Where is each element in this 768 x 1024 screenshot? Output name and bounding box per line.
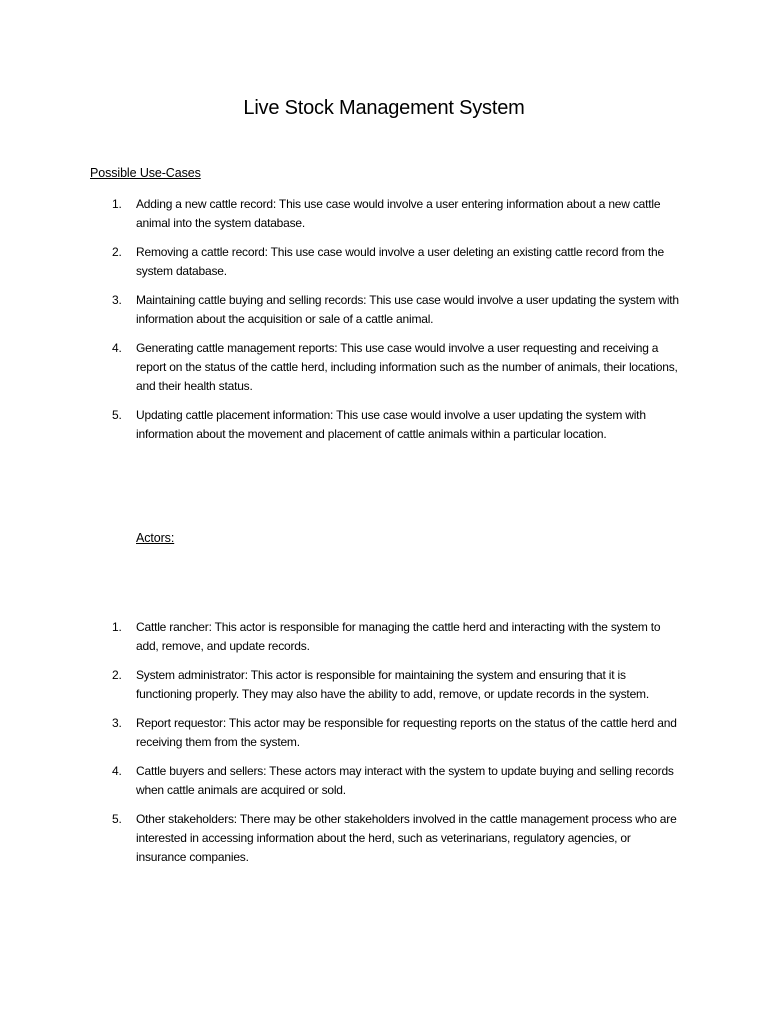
list-item [0,810,684,867]
list-item [0,195,684,233]
list-item-number: 1. [112,620,122,634]
list-item [0,339,684,396]
list-item-text: Removing a cattle record: This use case would involve a user deleting an existing cattle record from the system database. [136,245,664,278]
list-item-number: 2. [112,245,122,259]
list-item [0,762,684,800]
actors-heading: Actors: [136,531,175,545]
list-item-number: 4. [112,341,122,355]
list-item-number: 5. [112,408,122,422]
document-title: Live Stock Management System [243,97,525,119]
list-item [0,666,684,704]
list-item [0,714,684,752]
list-item-text: Report requestor: This actor may be responsible for requesting reports on the status of the cattle herd and receiving them from the system. [136,716,677,749]
use-cases-heading: Possible Use-Cases [90,166,201,180]
list-item [0,243,684,281]
list-item-number: 4. [112,764,122,778]
use-cases-list [0,195,768,454]
list-item-text: Adding a new cattle record: This use case would involve a user entering information about a new cattle animal into the system database. [136,197,661,230]
list-item [0,291,684,329]
list-item-text: System administrator: This actor is responsible for maintaining the system and ensuring that it is functioning properly. They may also have the ability to add, remove, or update records in the system. [136,668,649,701]
actors-list [0,618,768,877]
list-item-text: Updating cattle placement information: This use case would involve a user updating the system with information about the movement and placement of cattle animals within a particular location. [136,408,646,441]
list-item [0,618,684,656]
list-item-number: 2. [112,668,122,682]
list-item [0,406,684,444]
list-item-text: Cattle buyers and sellers: These actors may interact with the system to update buying and selling records when cattle animals are acquired or sold. [136,764,674,797]
list-item-text: Generating cattle management reports: This use case would involve a user requesting and receiving a report on the status of the cattle herd, including information such as the number of animals, their locations, and their health status. [136,341,678,393]
list-item-number: 3. [112,293,122,307]
list-item-text: Cattle rancher: This actor is responsible for managing the cattle herd and interacting with the system to add, remove, and update records. [136,620,661,653]
list-item-number: 1. [112,197,122,211]
list-item-text: Other stakeholders: There may be other stakeholders involved in the cattle management process who are interested in accessing information about the herd, such as veterinarians, regulatory agencies, or insurance companies. [136,812,677,864]
list-item-text: Maintaining cattle buying and selling records: This use case would involve a user updating the system with information about the acquisition or sale of a cattle animal. [136,293,679,326]
list-item-number: 3. [112,716,122,730]
list-item-number: 5. [112,812,122,826]
